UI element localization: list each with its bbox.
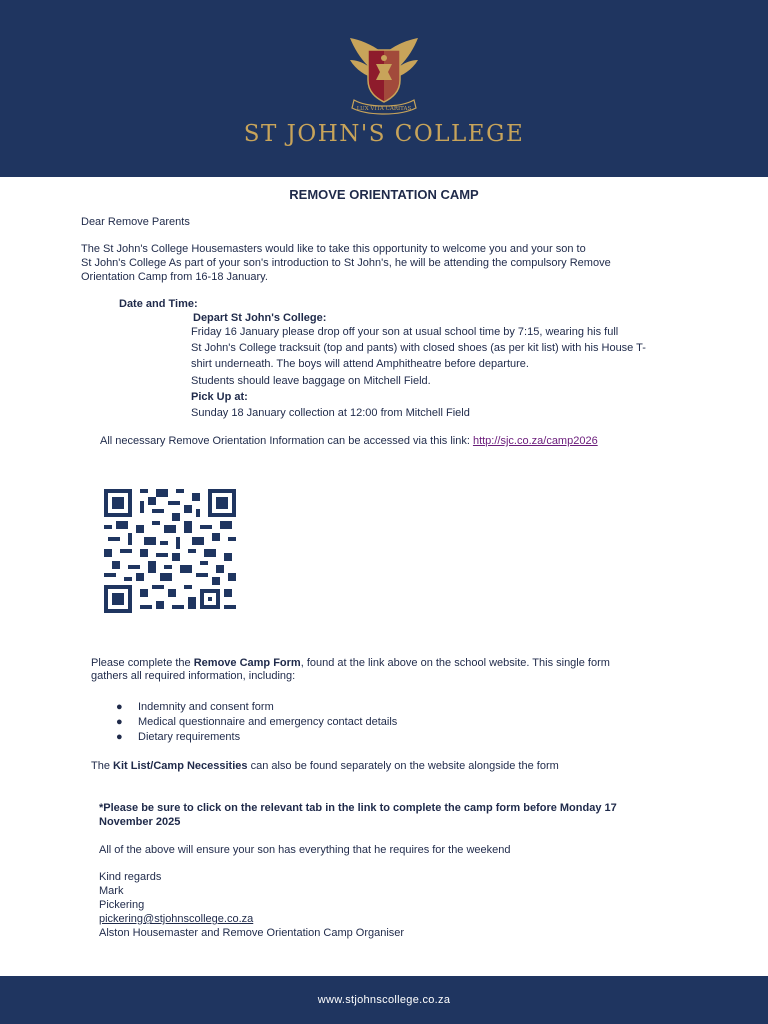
pickup-line: Sunday 18 January collection at 12:00 from Mitchell Field xyxy=(191,407,470,419)
intro-line-1: The St John's College Housemasters would like to take this opportunity to welcome you and your son to xyxy=(81,243,586,255)
form-line-1 xyxy=(91,656,610,670)
info-link-line xyxy=(100,434,598,448)
depart-heading: Depart St John's College: xyxy=(193,312,327,324)
college-crest-icon xyxy=(344,36,424,116)
kit-line-post: can also be found separately on the website alongside the form xyxy=(247,760,559,772)
info-link-text: All necessary Remove Orientation Information can be accessed via this link: xyxy=(100,435,473,447)
depart-line-3: shirt underneath. The boys will attend Amphitheatre before departure. xyxy=(191,358,529,370)
footer-banner xyxy=(0,976,768,1024)
salutation: Dear Remove Parents xyxy=(81,216,190,228)
closing-note: All of the above will ensure your son has everything that he requires for the weekend xyxy=(99,844,511,856)
footer-website: www.stjohnscollege.co.za xyxy=(317,994,451,1006)
signature-email-link[interactable]: pickering@stjohnscollege.co.za xyxy=(99,913,254,925)
kind-regards: Kind regards xyxy=(99,871,162,883)
intro-line-3: Orientation Camp from 16-18 January. xyxy=(81,271,268,283)
letterhead-banner xyxy=(0,0,768,177)
depart-line-1: Friday 16 January please drop off your son at usual school time by 7:15, wearing his full xyxy=(191,326,619,338)
list-item: Dietary requirements xyxy=(138,731,241,743)
page-title: REMOVE ORIENTATION CAMP xyxy=(289,187,479,202)
pickup-heading: Pick Up at: xyxy=(191,391,248,403)
date-time-heading: Date and Time: xyxy=(119,298,198,310)
depart-line-2: St John's College tracksuit (top and pants) with closed shoes (as per kit list) with his House T- xyxy=(191,342,646,354)
intro-line-2: St John's College As part of your son's introduction to St John's, he will be attending the compulsory Remove xyxy=(81,257,611,269)
deadline-notice-line-1: *Please be sure to click on the relevant tab in the link to complete the camp form before Monday 17 xyxy=(99,802,617,814)
kit-list-label: Kit List/Camp Necessities xyxy=(113,760,248,772)
college-name: ST JOHN'S COLLEGE xyxy=(243,121,525,147)
camp-info-link[interactable]: http://sjc.co.za/camp2026 xyxy=(472,435,598,447)
crest-motto: LUX VITA CARITAS xyxy=(356,106,412,112)
signature-last-name: Pickering xyxy=(99,899,145,911)
list-item: Indemnity and consent form xyxy=(138,701,274,713)
form-line-2: gathers all required information, including: xyxy=(91,670,296,682)
kit-list-line xyxy=(91,759,559,773)
signature-role: Alston Housemaster and Remove Orientation Camp Organiser xyxy=(99,927,405,939)
deadline-notice-line-2: November 2025 xyxy=(99,816,181,828)
list-item: Medical questionnaire and emergency contact details xyxy=(138,716,398,728)
form-line-1-pre: Please complete the xyxy=(91,657,194,669)
form-line-1-post: , found at the link above on the school website. This single form xyxy=(300,657,610,669)
bullet-icon: ● xyxy=(116,731,123,743)
remove-camp-form-label: Remove Camp Form xyxy=(193,657,301,669)
qr-code-icon[interactable] xyxy=(104,489,236,613)
bullet-icon: ● xyxy=(116,701,123,713)
depart-line-4: Students should leave baggage on Mitchell Field. xyxy=(191,375,431,387)
kit-line-pre: The xyxy=(91,760,114,772)
bullet-icon: ● xyxy=(116,716,123,728)
signature-first-name: Mark xyxy=(99,885,124,897)
